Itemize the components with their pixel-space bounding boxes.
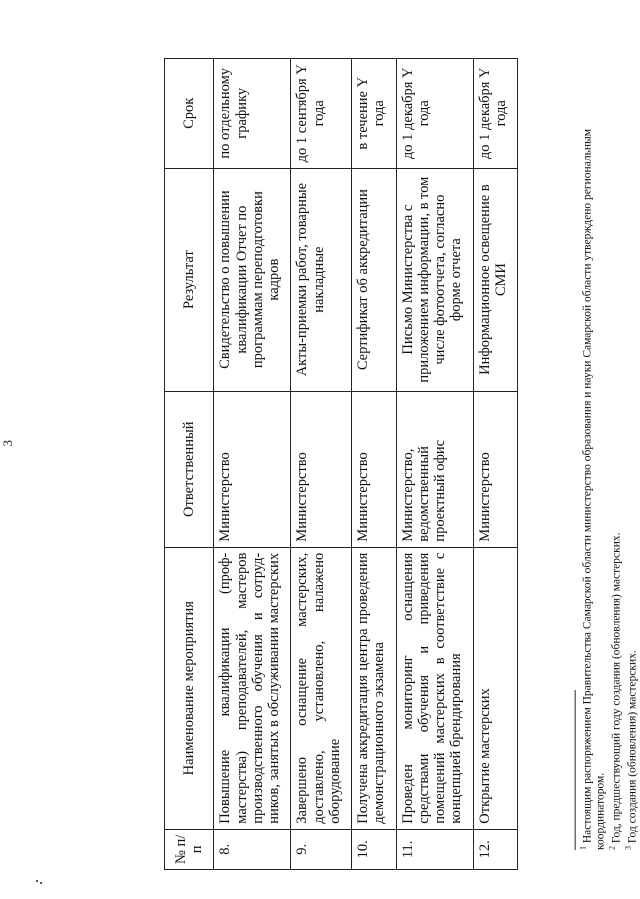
- scan-speck: [36, 880, 38, 882]
- scan-speck: [40, 882, 42, 884]
- footnote-item: [624, 60, 640, 850]
- footnotes: [575, 60, 640, 850]
- row-responsible: Министерство, ведомственный проектный офис: [396, 391, 473, 547]
- row-name: Завершено оснащение мастерских, доставлено, установлено, налажено оборудование: [291, 547, 352, 829]
- row-result: Информационное освещение в СМИ: [473, 168, 517, 391]
- table-row: [291, 59, 352, 870]
- row-term: до 1 декабря Y года: [396, 59, 473, 169]
- header-name: Наименование мероприятия: [165, 547, 214, 829]
- row-term: до 1 сентября Y года: [291, 59, 352, 169]
- footnote-mark: 2: [607, 846, 617, 850]
- row-name: Проведен мониторинг оснащения средствами обучения и приведения помещений мастерских в соответствие с концепцией брендирования: [396, 547, 473, 829]
- row-responsible: Министерство: [473, 391, 517, 547]
- row-result: Акты-приемки работ, товарные накладные: [291, 168, 352, 391]
- events-table: [164, 58, 518, 870]
- row-responsible: Министерство: [352, 391, 396, 547]
- row-responsible: Министерство: [291, 391, 352, 547]
- row-term: до 1 декабря Y года: [473, 59, 517, 169]
- footnote-text: Год создания (обновления) мастерских.: [626, 650, 639, 844]
- row-name: Получена аккредитация центра проведения демонстрационного экзамена: [352, 547, 396, 829]
- row-result: Свидетельство о повышении квалификации Отчет по программам переподготовки кадров: [214, 168, 291, 391]
- header-result: Результат: [165, 168, 214, 391]
- footnote-mark: 1: [578, 846, 588, 850]
- footnote-item: [579, 60, 608, 850]
- header-responsible: Ответственный: [165, 391, 214, 547]
- row-num: 10.: [352, 829, 396, 869]
- footnote-rule: [575, 690, 576, 850]
- table-header-row: [165, 59, 214, 870]
- table-row: [396, 59, 473, 870]
- header-term: Срок: [165, 59, 214, 169]
- table-row: [473, 59, 517, 870]
- table-row: [214, 59, 291, 870]
- row-num: 11.: [396, 829, 473, 869]
- footnote-item: [608, 60, 624, 850]
- row-name: Повышение квалификации (проф-мастерства) преподавателей, мастеров производственного обучения и сотруд-ников, занятых в обслуживании мастерских: [214, 547, 291, 829]
- page-number: 3: [0, 440, 15, 447]
- header-num: № п/п: [165, 829, 214, 869]
- row-num: 12.: [473, 829, 517, 869]
- row-responsible: Министерство: [214, 391, 291, 547]
- row-term: в течение Y года: [352, 59, 396, 169]
- row-result: Письмо Министерства с приложением информации, в том числе фотоотчета, согласно форме отчета: [396, 168, 473, 391]
- table-row: [352, 59, 396, 870]
- row-result: Сертификат об аккредитации: [352, 168, 396, 391]
- footnote-text: Год, предшествующий году создания (обновления) мастерских.: [610, 532, 623, 844]
- row-name: Открытие мастерских: [473, 547, 517, 829]
- row-term: по отдельному графику: [214, 59, 291, 169]
- footnote-mark: 3: [623, 846, 633, 850]
- row-num: 8.: [214, 829, 291, 869]
- footnote-text: Настоящим распоряжением Правительства Самарской области министерство образования и науки Самарской области утверждено региональным координатором.: [581, 128, 607, 850]
- row-num: 9.: [291, 829, 352, 869]
